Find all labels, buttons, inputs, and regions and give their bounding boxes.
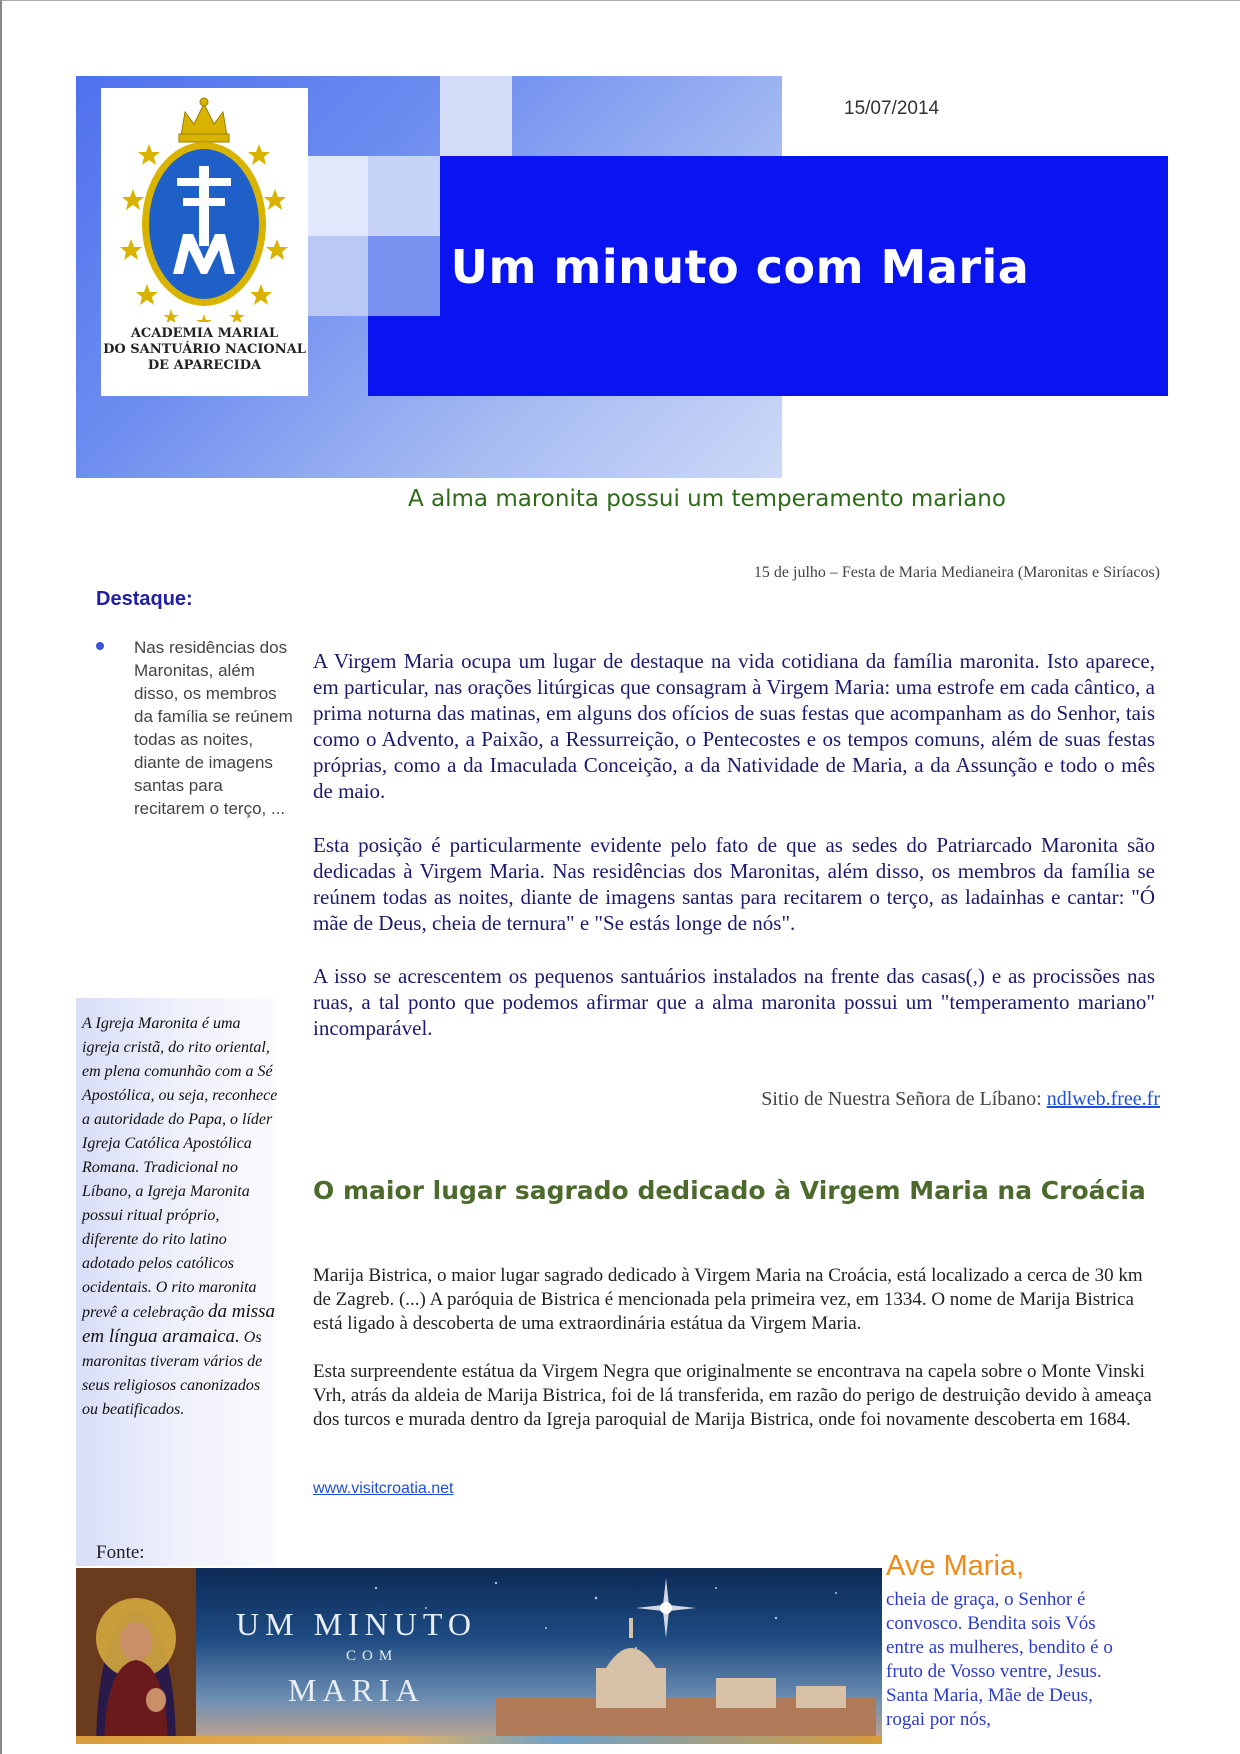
caption-line: DO SANTUÁRIO NACIONAL [103,342,306,357]
academy-logo [101,88,308,396]
header-tile [368,156,440,236]
article-source [761,1088,1160,1111]
caption-line: DE APARECIDA [147,358,262,373]
article-paragraph: A isso se acrescentem os pequenos santuários instalados na frente das casas(,) e as procissões nas ruas, a tal ponto que podemos afirmar que a alma maronita possui um "temperamento mariano" incomparável. [313,964,1155,1040]
banner-title-line: MARIA [288,1672,425,1708]
banner-stripe [76,1736,882,1744]
article-paragraph: Esta posição é particularmente evidente pelo fato de que as sedes do Patriarcado Maronita são dedicadas à Virgem Maria. Nas residências dos Maronitas, além disso, os membros da família se reúnem todas as noites, diante de imagens santas para recitarem o terço, as ladainhas e cantar: "Ó mãe de Deus, cheia de ternura" e "Se estás longe de nós". [313,833,1155,935]
prayer-text: cheia de graça, o Senhor é convosco. Bendita sois Vós entre as mulheres, bendito é o fruto de Vosso ventre, Jesus. Santa Maria, Mãe de Deus, rogai por nós, [886,1589,1113,1730]
banner-title-line: UM MINUTO [236,1606,477,1642]
article-paragraph: Marija Bistrica, o maior lugar sagrado dedicado à Virgem Maria na Croácia, está localizado a cerca de 30 km de Zagreb. (...) A paróquia de Bistrica é mencionada pela primeira vez, em 1334. O nome de Marija Bistrica está ligado à descoberta de uma extraordinária estátua da Virgem Maria. [313,1265,1143,1334]
source-link[interactable]: ndlweb.free.fr [1046,1088,1160,1110]
header-tile [440,76,512,156]
issue-date: 15/07/2014 [844,98,940,119]
star-of-bethlehem-icon [636,1578,696,1638]
page-title: Um minuto com Maria [450,240,1030,294]
article-paragraph: Esta surpreendente estátua da Virgem Negra que originalmente se encontrava na capela sobre o Monte Vinski Vrh, atrás da aldeia de Marija Bistrica, foi de lá transferida, em razão do perigo de destruição devido à ameaça dos turcos e murada dentro da Igreja paroquial de Marija Bistrica, onde foi novamente descoberta em 1684. [313,1361,1152,1430]
prayer-title: Ave Maria, [886,1550,1025,1582]
aside-text-part: A Igreja Maronita é uma igreja cristã, do rito oriental, em plena comunhão com a Sé Apostólica, ou seja, reconhece a autoridade do Papa, o líder Igreja Católica Apostólica Romana. Tradicional no Líbano, a Igreja Maronita possui ritual próprio, diferente do rito latino adotado pelos católicos ocidentais. O rito maronita prevê a celebração [82,1015,278,1321]
visitcroatia-link[interactable]: www.visitcroatia.net [313,1480,454,1497]
header-tile [368,236,440,316]
header-tile [308,156,368,236]
caption-line: ACADEMIA MARIAL [130,326,279,341]
section-title: O maior lugar sagrado dedicado à Virgem Maria na Croácia [313,1176,1146,1205]
footer-banner [76,1568,882,1744]
banner-artwork [76,1568,882,1744]
aside-text-emphasis: da missa em língua aramaica. [82,1301,276,1347]
academy-caption [101,326,308,374]
aside-text-part: Os maronitas tiveram vários de seus religiosos canonizados ou beatificados. [82,1329,263,1418]
marian-emblem-icon [111,94,298,322]
highlight-label: Destaque: [96,588,193,610]
banner-title-line: COM [346,1648,399,1664]
aside-note [82,1012,278,1422]
highlight-text: Nas residências dos Maronitas, além disso, os membros da família se reúnem todas as noites, diante de imagens santas para recitarem o terço, ... [134,638,293,818]
header-tile [308,236,368,316]
article-headline: A alma maronita possui um temperamento mariano [408,486,1006,512]
article-paragraph: A Virgem Maria ocupa um lugar de destaque na vida cotidiana da família maronita. Isto aparece, em particular, nas orações litúrgicas que consagram à Virgem Maria: uma estrofe em cada cântico, a prima noturna das matinas, em alguns dos ofícios de suas festas que acompanham as do Senhor, tais como o Advento, a Paixão, a Ressurreição, o Pentecostes e os tempos comuns, além de suas festas próprias, como a da Imaculada Conceição, a da Natividade de Maria, a da Assunção e todo o mês de maio. [313,649,1155,803]
source-label: Fonte: [96,1542,145,1563]
feast-note: 15 de julho – Festa de Maria Medianeira (Maronitas e Siríacos) [753,564,1160,581]
bullet-icon [96,642,104,650]
source-label: Sitio de Nuestra Señora de Líbano: [761,1088,1042,1110]
